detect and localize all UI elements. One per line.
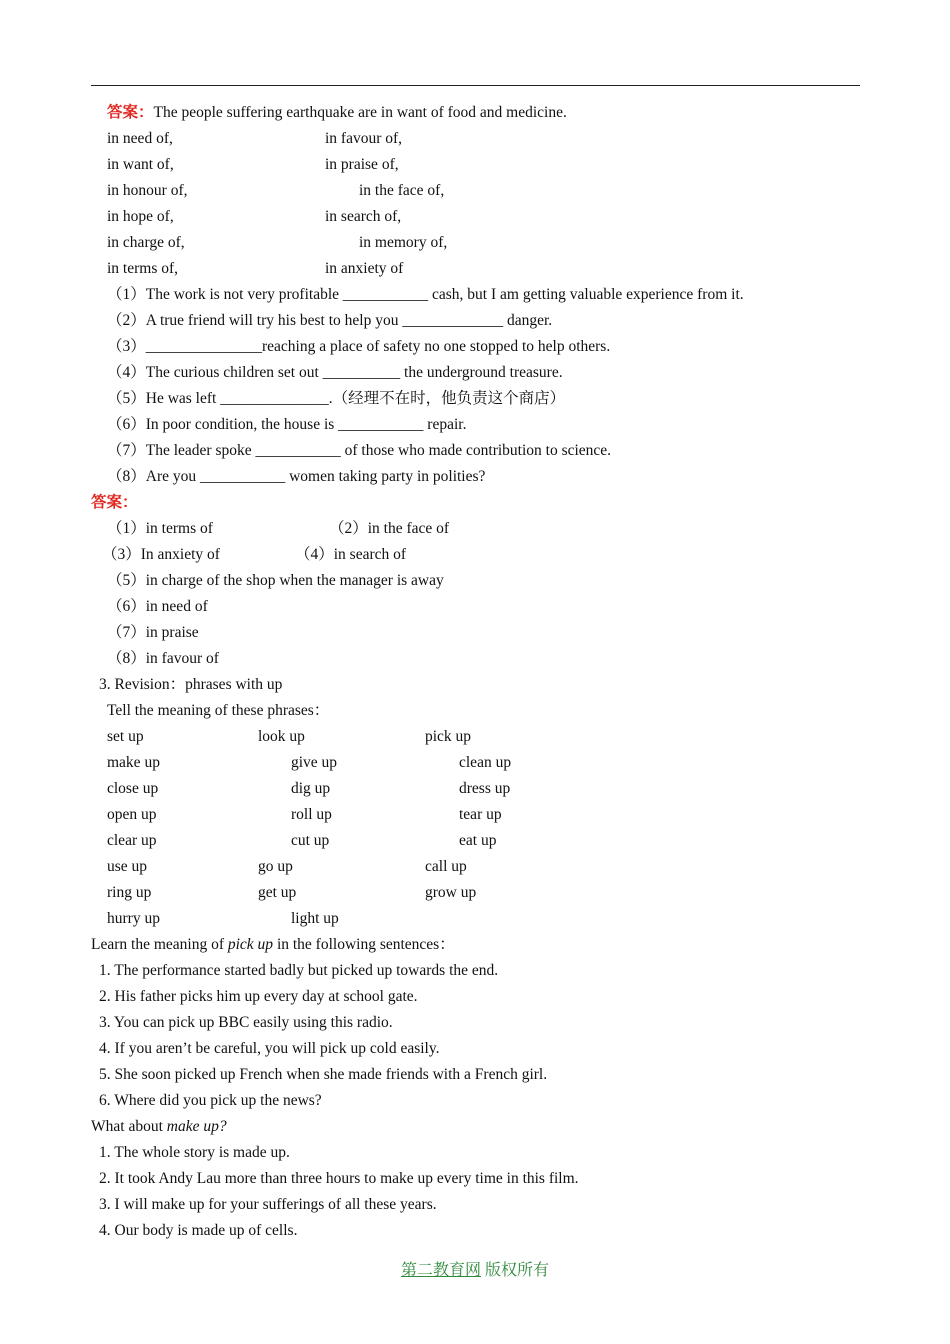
pickup-intro (91, 935, 455, 955)
footer-rights: 版权所有 (481, 1262, 550, 1279)
exercise-item: （7）The leader spoke ___________ of those who made contribution to science. (107, 442, 612, 459)
phrase-item: in the face of, (359, 182, 445, 199)
answer-item: （2）in the face of (329, 520, 450, 537)
up-phrase: use up (107, 858, 148, 875)
revision-title: 3. Revision：phrases with up (99, 676, 283, 693)
up-phrase: light up (291, 910, 339, 927)
up-phrase: get up (258, 884, 297, 901)
up-phrase: ring up (107, 884, 152, 901)
phrase-item: in favour of, (325, 130, 403, 147)
answer-item: （8）in favour of (107, 650, 219, 667)
intro-sentence: The people suffering earthquake are in want of food and medicine. (153, 104, 567, 121)
up-phrase: look up (258, 728, 305, 745)
pickup-sentence: 6. Where did you pick up the news? (99, 1092, 322, 1109)
up-phrase: give up (291, 754, 338, 771)
up-phrase: tear up (459, 806, 502, 823)
makeup-intro-before: What about (91, 1118, 167, 1135)
phrase-item: in memory of, (359, 234, 448, 251)
phrase-item: in honour of, (107, 182, 188, 199)
answer-item: （5）in charge of the shop when the manager is away (107, 572, 444, 589)
exercise-item: （1）The work is not very profitable ___________ cash, but I am getting valuable experience from it. (107, 286, 744, 303)
exercise-item: （8）Are you ___________ women taking party in polities? (107, 468, 486, 485)
pickup-intro-before: Learn the meaning of (91, 936, 228, 953)
pickup-sentence: 1. The performance started badly but picked up towards the end. (99, 962, 499, 979)
up-phrase: grow up (425, 884, 477, 901)
up-phrase: eat up (459, 832, 497, 849)
header-rule (91, 85, 860, 86)
phrase-item: in praise of, (325, 156, 399, 173)
makeup-sentence: 1. The whole story is made up. (99, 1144, 290, 1161)
up-phrase: clean up (459, 754, 512, 771)
exercise-item: （3）_______________reaching a place of safety no one stopped to help others. (107, 338, 611, 355)
pickup-sentence: 3. You can pick up BBC easily using this radio. (99, 1014, 393, 1031)
pickup-sentence: 5. She soon picked up French when she made friends with a French girl. (99, 1066, 548, 1083)
makeup-sentence: 2. It took Andy Lau more than three hours to make up every time in this film. (99, 1170, 579, 1187)
answer-item: （3）In anxiety of (102, 546, 220, 563)
exercise-item: （6）In poor condition, the house is ___________ repair. (107, 416, 467, 433)
up-phrase: dress up (459, 780, 511, 797)
footer (0, 1257, 950, 1280)
answer-item: （4）in search of (295, 546, 407, 563)
makeup-phrase: make up? (166, 1118, 227, 1135)
exercise-item: （4）The curious children set out __________ the underground treasure. (107, 364, 563, 381)
phrase-item: in want of, (107, 156, 174, 173)
up-phrase: open up (107, 806, 157, 823)
phrase-item: in search of, (325, 208, 402, 225)
makeup-sentence: 3. I will make up for your sufferings of all these years. (99, 1196, 437, 1213)
answer-item: （1）in terms of (107, 520, 213, 537)
answer-item: （6）in need of (107, 598, 208, 615)
up-phrase: make up (107, 754, 160, 771)
up-phrase: go up (258, 858, 293, 875)
pickup-sentence: 4. If you aren’t be careful, you will pick up cold easily. (99, 1040, 440, 1057)
pickup-sentence: 2. His father picks him up every day at school gate. (99, 988, 418, 1005)
phrase-item: in charge of, (107, 234, 185, 251)
phrase-item: in need of, (107, 130, 173, 147)
up-phrase: clear up (107, 832, 157, 849)
up-phrase: cut up (291, 832, 330, 849)
answer-item: （7）in praise (107, 624, 199, 641)
makeup-sentence: 4. Our body is made up of cells. (99, 1222, 298, 1239)
revision-instruction: Tell the meaning of these phrases： (107, 702, 330, 719)
up-phrase: call up (425, 858, 467, 875)
makeup-intro (91, 1117, 227, 1137)
phrase-item: in hope of, (107, 208, 174, 225)
pickup-phrase: pick up (227, 936, 274, 953)
pickup-intro-after: in the following sentences： (273, 936, 455, 953)
up-phrase: dig up (291, 780, 331, 797)
up-phrase: close up (107, 780, 159, 797)
footer-site-link[interactable]: 第二教育网 (400, 1262, 481, 1279)
up-phrase: roll up (291, 806, 332, 823)
up-phrase: hurry up (107, 910, 160, 927)
exercise-item: （2）A true friend will try his best to help you _____________ danger. (107, 312, 553, 329)
intro-line (107, 103, 567, 123)
up-phrase: pick up (425, 728, 472, 745)
answers-heading: 答案： (91, 494, 138, 511)
phrase-item: in terms of, (107, 260, 179, 277)
up-phrase: set up (107, 728, 144, 745)
phrase-item: in anxiety of (325, 260, 404, 277)
answer-label: 答案： (107, 104, 154, 121)
exercise-item: （5）He was left ______________.（经理不在时，他负责这个商店） (107, 390, 566, 407)
